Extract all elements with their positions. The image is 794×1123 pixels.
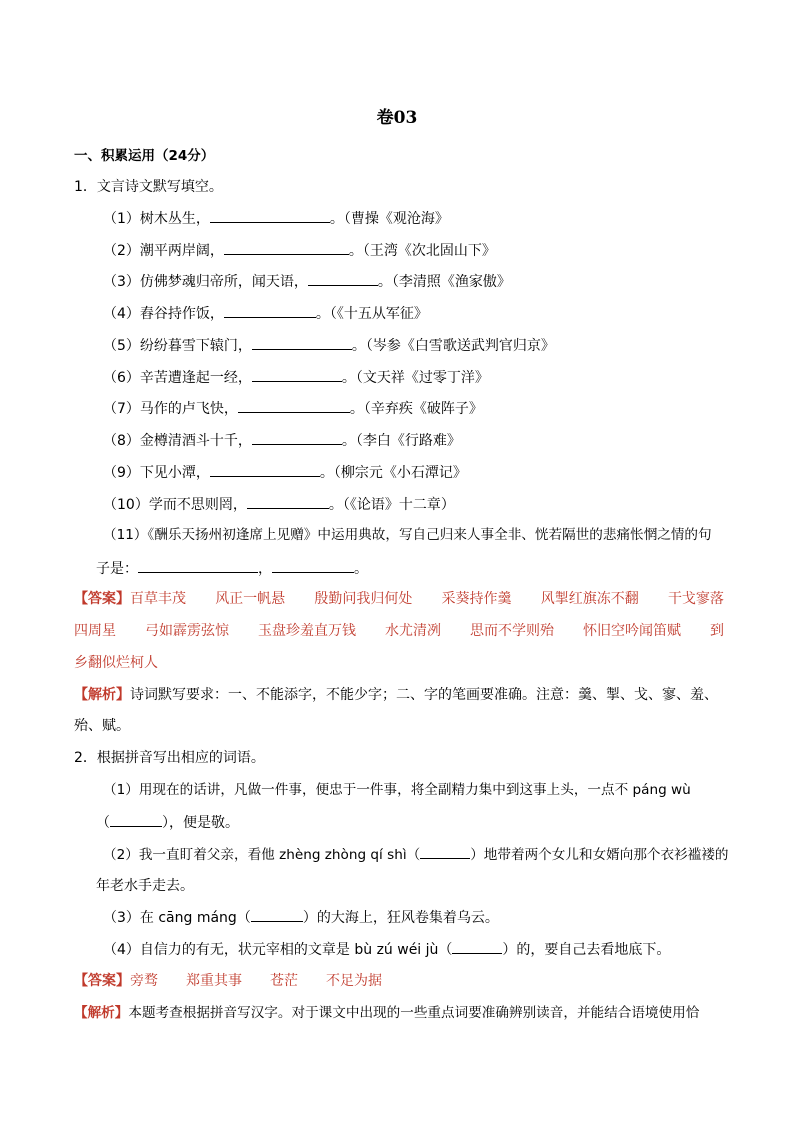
answer-item: 风掣红旗冻不翻 <box>540 591 639 607</box>
answer-tag: 【答案】 <box>74 591 130 607</box>
answer-item: 郑重其事 <box>186 973 242 989</box>
q1-item-10-source: 。（《论语》十二章） <box>328 497 455 513</box>
blank <box>252 367 342 382</box>
blank <box>210 208 330 223</box>
blank <box>251 907 303 922</box>
period: 。 <box>354 561 368 577</box>
comma: ， <box>258 561 272 577</box>
q1-item-9-text: （9）下见小潭， <box>103 465 210 481</box>
section-heading: 一、积累运用（24分） <box>74 148 215 164</box>
answer-item: 旁骛 <box>130 973 158 989</box>
blank <box>210 462 320 477</box>
answer-item: 到 <box>710 623 724 639</box>
q1-item-7 <box>103 398 483 419</box>
q1-item-4 <box>103 303 428 324</box>
analysis-tag: 【解析】 <box>74 687 130 703</box>
answer-item: 苍茫 <box>270 973 298 989</box>
question-2-stem: 2．根据拼音写出相应的词语。 <box>74 750 265 766</box>
q1-item-4-text: （4）舂谷持作饭， <box>103 306 224 322</box>
blank <box>308 271 378 286</box>
page-title: 卷03 <box>376 108 418 128</box>
q1-item-5-text: （5）纷纷暮雪下辕门， <box>103 338 252 354</box>
q1-analysis <box>74 685 718 705</box>
answer-item: 水尤清冽 <box>385 623 441 639</box>
q1-item-4-source: 。（《十五从军征》 <box>315 306 428 322</box>
q1-item-5-source: 。（岑参《白雪歌送武判官归京》 <box>351 338 555 354</box>
q1-item-8 <box>103 430 461 451</box>
q1-item-1-source: 。（曹操《观沧海》 <box>329 211 449 227</box>
q1-analysis-continuation: 殆、赋。 <box>74 718 130 734</box>
q1-item-10-text: （10）学而不思则罔， <box>103 497 247 513</box>
q1-item-6-text: （6）辛苦遭逢起一经， <box>103 370 252 386</box>
analysis-text: 诗词默写要求：一、不能添字，不能少字；二、字的笔画要准确。注意：羹、掣、戈、寥、羞、 <box>130 687 718 703</box>
answer-item: 思而不学则殆 <box>470 623 554 639</box>
q1-item-6 <box>103 367 489 388</box>
answer-item: 百草丰茂 <box>130 591 186 607</box>
q1-item-7-source: 。（辛弃疾《破阵子》 <box>349 401 483 417</box>
q1-item-6-source: 。（文天祥《过零丁洋》 <box>341 370 489 386</box>
blank <box>272 558 354 573</box>
q2-item-3-tail: ）的大海上，狂风卷集着乌云。 <box>302 910 499 926</box>
q2-item-3-text: （3）在 cāng máng（ <box>103 910 251 926</box>
analysis-text: 本题考查根据拼音写汉字。对于课文中出现的一些重点词要准确辨别读音，并能结合语境使用恰 <box>128 1005 700 1021</box>
q2-item-2 <box>103 844 728 865</box>
q1-item-10 <box>103 494 455 515</box>
blank <box>452 939 502 954</box>
paren-open: （ <box>96 815 110 831</box>
answer-item: 四周星 <box>74 623 116 639</box>
q1-answer-row-3: 乡翻似烂柯人 <box>74 655 158 671</box>
q1-item-8-source: 。（李白《行路难》 <box>341 433 461 449</box>
answer-item: 不足为据 <box>326 973 382 989</box>
blank <box>420 844 470 859</box>
q2-item-2-tail: ）地带着两个女儿和女婿向那个衣衫褴褛的 <box>470 847 729 863</box>
blank <box>224 240 349 255</box>
q1-item-11: （11）《酬乐天扬州初逢席上见赠》中运用典故，写自己归来人事全非、恍若隔世的悲痛怅惘之情的句 <box>103 527 712 543</box>
q1-item-8-text: （8）金樽清酒斗十千， <box>103 433 252 449</box>
q1-item-2-source: 。（王湾《次北固山下》 <box>348 243 496 259</box>
q1-item-9-source: 。（柳宗元《小石潭记》 <box>319 465 467 481</box>
q1-item-2-text: （2）潮平两岸阔， <box>103 243 224 259</box>
q2-item-1-continuation <box>96 812 239 833</box>
blank <box>110 812 162 827</box>
q2-item-4-tail: ）的，要自己去看地底下。 <box>502 942 671 958</box>
answer-item: 玉盘珍羞直万钱 <box>258 623 356 639</box>
q1-item-7-text: （7）马作的卢飞快， <box>103 401 238 417</box>
q2-answer <box>74 971 382 991</box>
q2-item-4 <box>103 939 670 960</box>
answer-item: 风正一帆悬 <box>215 591 286 607</box>
blank <box>238 398 350 413</box>
question-1-stem: 1．文言诗文默写填空。 <box>74 179 223 195</box>
q1-item-1 <box>103 208 449 229</box>
q1-answer-row-2 <box>74 621 724 641</box>
answer-item: 怀旧空吟闻笛赋 <box>583 623 681 639</box>
answer-item: 采葵持作羹 <box>441 591 512 607</box>
answer-item: 弓如霹雳弦惊 <box>145 623 229 639</box>
q1-item-2 <box>103 240 496 261</box>
blank <box>252 335 352 350</box>
q2-analysis <box>74 1003 699 1023</box>
answer-item: 殷勤问我归何处 <box>314 591 413 607</box>
q1-item-9 <box>103 462 467 483</box>
q2-item-4-text: （4）自信力的有无，状元宰相的文章是 bù zú wéi jù（ <box>103 942 453 958</box>
q1-item-3 <box>103 271 511 292</box>
answer-tag: 【答案】 <box>74 973 130 989</box>
q2-item-3 <box>103 907 499 928</box>
answer-item: 干戈寥落 <box>667 591 724 607</box>
q1-item-1-text: （1）树木丛生， <box>103 211 210 227</box>
q2-item-1-tail: ），便是敬。 <box>162 815 239 831</box>
blank <box>138 558 258 573</box>
q1-answer-row-1 <box>74 589 724 609</box>
blank <box>224 303 316 318</box>
q2-item-2-continuation: 年老水手走去。 <box>96 878 194 894</box>
q1-item-11-continuation <box>96 558 368 579</box>
q2-item-1: （1）用现在的话讲，凡做一件事，便忠于一件事，将全副精力集中到这事上头，一点不 páng wù <box>103 782 691 798</box>
q1-item-3-text: （3）仿佛梦魂归帝所，闻天语， <box>103 274 308 290</box>
q1-item-5 <box>103 335 555 356</box>
q1-item-3-source: 。（李清照《渔家傲》 <box>377 274 511 290</box>
q2-item-2-text: （2）我一直盯着父亲，看他 zhèng zhòng qí shì（ <box>103 847 421 863</box>
blank <box>247 494 329 509</box>
analysis-tag: 【解析】 <box>74 1005 129 1021</box>
q1-item-11-prefix: 子是： <box>96 561 138 577</box>
blank <box>252 430 342 445</box>
